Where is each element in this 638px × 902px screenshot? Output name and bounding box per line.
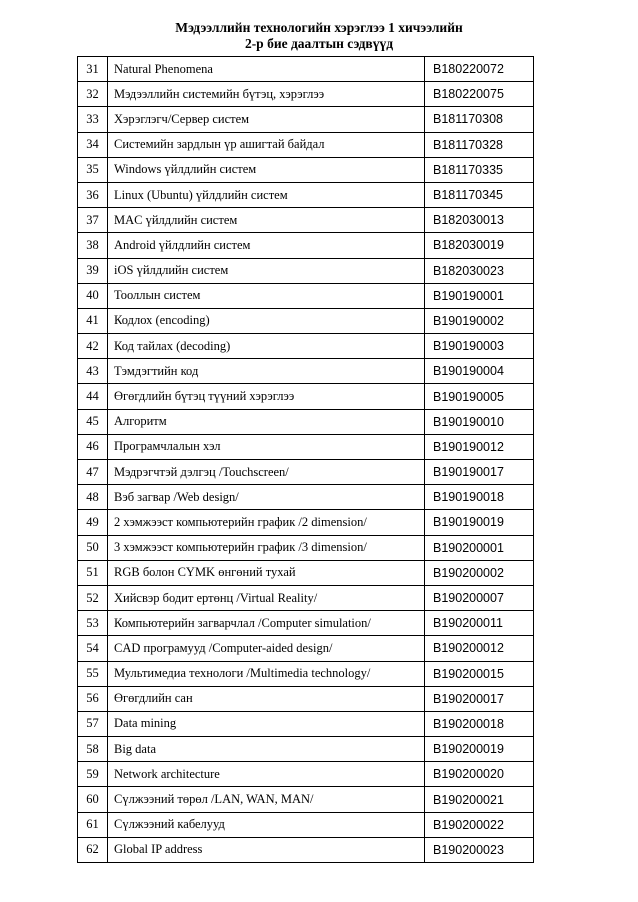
topics-table-body [78,57,534,863]
row-number: 46 [78,434,108,459]
table-row [78,208,534,233]
row-number: 31 [78,57,108,82]
student-code: B190200022 [425,812,534,837]
row-number: 47 [78,460,108,485]
student-code: B181170328 [425,132,534,157]
topic-title: Өгөгдлийн бүтэц түүний хэрэглээ [108,384,425,409]
row-number: 33 [78,107,108,132]
student-code: B182030013 [425,208,534,233]
row-number: 44 [78,384,108,409]
topic-title: Компьютерийн загварчлал /Computer simulation/ [108,611,425,636]
table-row [78,334,534,359]
table-row [78,233,534,258]
header-title-line-2: 2-р бие даалтын сэдвүүд [244,36,394,51]
student-code: B181170308 [425,107,534,132]
table-row [78,787,534,812]
topic-title: RGB болон CYMK өнгөний тухай [108,560,425,585]
topic-title: 3 хэмжээст компьютерийн график /3 dimension/ [108,535,425,560]
table-row [78,560,534,585]
student-code: B180220075 [425,82,534,107]
topic-title: Хэрэглэгч/Сервер систем [108,107,425,132]
student-code: B190200018 [425,711,534,736]
student-code: B190190001 [425,283,534,308]
table-row [78,485,534,510]
row-number: 60 [78,787,108,812]
topic-title: Global IP address [108,837,425,862]
table-row [78,57,534,82]
row-number: 54 [78,636,108,661]
row-number: 34 [78,132,108,157]
table-row [78,107,534,132]
row-number: 38 [78,233,108,258]
row-number: 55 [78,661,108,686]
topic-title: Тэмдэгтийн код [108,359,425,384]
topic-title: Natural Phenomena [108,57,425,82]
row-number: 61 [78,812,108,837]
table-row [78,359,534,384]
student-code: B190190004 [425,359,534,384]
row-number: 51 [78,560,108,585]
table-row [78,258,534,283]
topic-title: Мэдрэгчтэй дэлгэц /Touchscreen/ [108,460,425,485]
row-number: 39 [78,258,108,283]
row-number: 37 [78,208,108,233]
topic-title: iOS үйлдлийн систем [108,258,425,283]
student-code: B190200007 [425,585,534,610]
student-code: B182030019 [425,233,534,258]
topic-title: Програмчлалын хэл [108,434,425,459]
table-row [78,837,534,862]
row-number: 40 [78,283,108,308]
table-row [78,384,534,409]
student-code: B190200023 [425,837,534,862]
student-code: B181170345 [425,182,534,207]
row-number: 48 [78,485,108,510]
row-number: 45 [78,409,108,434]
row-number: 43 [78,359,108,384]
topic-title: Вэб загвар /Web design/ [108,485,425,510]
student-code: B190190019 [425,510,534,535]
table-row [78,812,534,837]
row-number: 36 [78,182,108,207]
table-row [78,737,534,762]
topic-title: Мультимедиа технологи /Multimedia technology/ [108,661,425,686]
student-code: B190200021 [425,787,534,812]
row-number: 62 [78,837,108,862]
topic-title: 2 хэмжээст компьютерийн график /2 dimension/ [108,510,425,535]
row-number: 50 [78,535,108,560]
topic-title: Network architecture [108,762,425,787]
row-number: 42 [78,334,108,359]
table-row [78,283,534,308]
student-code: B182030023 [425,258,534,283]
student-code: B190200017 [425,686,534,711]
row-number: 53 [78,611,108,636]
topic-title: Сүлжээний төрөл /LAN, WAN, MAN/ [108,787,425,812]
table-row [78,762,534,787]
student-code: B190190010 [425,409,534,434]
student-code: B190190012 [425,434,534,459]
topic-title: Өгөгдлийн сан [108,686,425,711]
student-code: B190200015 [425,661,534,686]
table-row [78,611,534,636]
student-code: B190190017 [425,460,534,485]
topic-title: Хийсвэр бодит ертөнц /Virtual Reality/ [108,585,425,610]
student-code: B190200011 [425,611,534,636]
student-code: B181170335 [425,157,534,182]
student-code: B190190005 [425,384,534,409]
topic-title: Мэдээллийн системийн бүтэц, хэрэглээ [108,82,425,107]
row-number: 32 [78,82,108,107]
table-row [78,132,534,157]
table-row [78,661,534,686]
row-number: 52 [78,585,108,610]
table-row [78,82,534,107]
table-row [78,157,534,182]
table-row [78,711,534,736]
topics-table [77,56,534,863]
row-number: 56 [78,686,108,711]
topic-title: Windows үйлдлийн систем [108,157,425,182]
student-code: B180220072 [425,57,534,82]
row-number: 35 [78,157,108,182]
row-number: 59 [78,762,108,787]
topic-title: Big data [108,737,425,762]
table-row [78,460,534,485]
topic-title: Код тайлах (decoding) [108,334,425,359]
table-row [78,308,534,333]
student-code: B190190002 [425,308,534,333]
topic-title: MAC үйлдлийн систем [108,208,425,233]
student-code: B190190018 [425,485,534,510]
row-number: 41 [78,308,108,333]
table-row [78,510,534,535]
table-row [78,409,534,434]
topic-title: Алгоритм [108,409,425,434]
row-number: 49 [78,510,108,535]
table-row [78,636,534,661]
student-code: B190190003 [425,334,534,359]
document-header [0,20,638,52]
table-row [78,686,534,711]
student-code: B190200012 [425,636,534,661]
student-code: B190200002 [425,560,534,585]
table-row [78,434,534,459]
table-row [78,182,534,207]
topic-title: CAD програмууд /Computer-aided design/ [108,636,425,661]
topic-title: Тооллын систем [108,283,425,308]
topic-title: Системийн зардлын үр ашигтай байдал [108,132,425,157]
student-code: B190200001 [425,535,534,560]
student-code: B190200019 [425,737,534,762]
header-title-line-1: Мэдээллийн технологийн хэрэглээ 1 хичээлийн [175,20,463,35]
table-row [78,585,534,610]
row-number: 57 [78,711,108,736]
topic-title: Сүлжээний кабелууд [108,812,425,837]
table-row [78,535,534,560]
student-code: B190200020 [425,762,534,787]
topic-title: Data mining [108,711,425,736]
topic-title: Кодлох (encoding) [108,308,425,333]
topic-title: Linux (Ubuntu) үйлдлийн систем [108,182,425,207]
topic-title: Android үйлдлийн систем [108,233,425,258]
row-number: 58 [78,737,108,762]
